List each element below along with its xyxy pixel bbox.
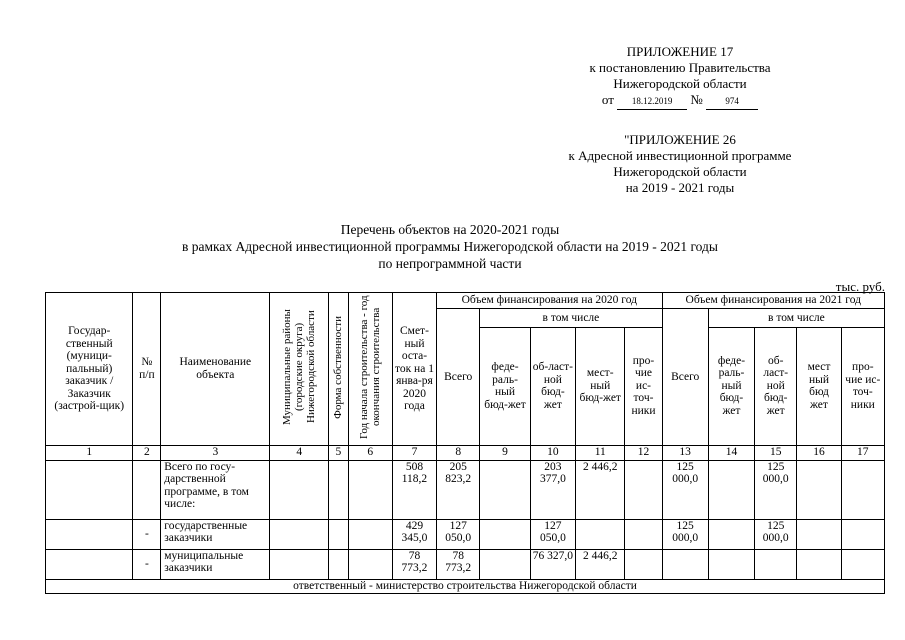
col-num: 6 bbox=[348, 445, 392, 460]
units-label: тыс. руб. bbox=[835, 279, 885, 294]
header-local-2020: мест-ный бюд-жет bbox=[576, 327, 625, 445]
header-local-2021: мест ный бюд жет bbox=[797, 327, 841, 445]
cell-ownership bbox=[329, 549, 349, 579]
appendix-17-line3: Нижегородской области bbox=[613, 76, 747, 91]
header-district-text: Муниципальные районы (городские округа) Нижегородской области bbox=[281, 309, 318, 425]
cell-local-2020: 2 446,2 bbox=[576, 460, 625, 519]
header-total-2021: Всего bbox=[662, 309, 708, 446]
cell-regional-2020: 76 327,0 bbox=[530, 549, 575, 579]
header-regional-2020: об-ласт-ной бюд-жет bbox=[530, 327, 575, 445]
appendix-17-title: ПРИЛОЖЕНИЕ 17 bbox=[626, 44, 734, 59]
header-regional-2021: об-ласт-ной бюд-жет bbox=[755, 327, 797, 445]
cell-years bbox=[348, 549, 392, 579]
header-including-2021: в том числе bbox=[708, 309, 884, 328]
cell-other-2020 bbox=[625, 519, 662, 549]
cell-customer bbox=[46, 460, 133, 519]
cell-other-2021 bbox=[841, 549, 884, 579]
cell-total-2021: 125 000,0 bbox=[662, 519, 708, 549]
table-row bbox=[46, 549, 885, 579]
cell-district bbox=[270, 460, 329, 519]
cell-num bbox=[133, 460, 161, 519]
cell-total-2020: 205 823,2 bbox=[437, 460, 480, 519]
header-num: № п/п bbox=[133, 293, 161, 446]
col-num: 8 bbox=[437, 445, 480, 460]
cell-federal-2020 bbox=[480, 519, 530, 549]
col-num: 16 bbox=[797, 445, 841, 460]
appendix-26-line4: на 2019 - 2021 годы bbox=[625, 180, 735, 195]
cell-local-2021 bbox=[797, 460, 841, 519]
appendix-17-date-line bbox=[560, 92, 800, 110]
cell-object-name: Всего по госу-дарственной программе, в том числе: bbox=[161, 460, 270, 519]
table-row bbox=[46, 519, 885, 549]
cell-other-2020 bbox=[625, 549, 662, 579]
cell-regional-2021: 125 000,0 bbox=[755, 460, 797, 519]
col-num: 10 bbox=[530, 445, 575, 460]
cell-local-2020 bbox=[576, 519, 625, 549]
resolution-date: 18.12.2019 bbox=[617, 93, 687, 110]
cell-years bbox=[348, 519, 392, 549]
col-num: 5 bbox=[329, 445, 349, 460]
col-num: 17 bbox=[841, 445, 884, 460]
cell-federal-2021 bbox=[708, 460, 754, 519]
header-customer: Государ-ственный (муници-пальный) заказчик / Заказчик (застрой-щик) bbox=[46, 293, 133, 446]
col-num: 1 bbox=[46, 445, 133, 460]
cell-customer bbox=[46, 549, 133, 579]
col-num: 15 bbox=[755, 445, 797, 460]
cell-federal-2020 bbox=[480, 549, 530, 579]
table-footer-row bbox=[46, 579, 885, 593]
col-num: 12 bbox=[625, 445, 662, 460]
cell-total-2020: 127 050,0 bbox=[437, 519, 480, 549]
appendix-26-line3: Нижегородской области bbox=[613, 164, 747, 179]
cell-regional-2020: 127 050,0 bbox=[530, 519, 575, 549]
header-other-2021: про-чие ис-точ-ники bbox=[841, 327, 884, 445]
cell-estimate: 429 345,0 bbox=[392, 519, 436, 549]
appendix-26-header bbox=[540, 132, 820, 196]
cell-regional-2021: 125 000,0 bbox=[755, 519, 797, 549]
header-fin-2020: Объем финансирования на 2020 год bbox=[437, 293, 662, 309]
header-federal-2021: феде-раль-ный бюд-жет bbox=[708, 327, 754, 445]
col-num: 7 bbox=[392, 445, 436, 460]
header-object-name: Наименование объекта bbox=[161, 293, 270, 446]
cell-ownership bbox=[329, 519, 349, 549]
col-num: 3 bbox=[161, 445, 270, 460]
cell-estimate: 78 773,2 bbox=[392, 549, 436, 579]
cell-other-2020 bbox=[625, 460, 662, 519]
from-label: от bbox=[601, 92, 614, 107]
cell-regional-2021 bbox=[755, 549, 797, 579]
cell-federal-2021 bbox=[708, 519, 754, 549]
objects-table bbox=[45, 292, 885, 594]
column-numbers-row bbox=[46, 445, 885, 460]
cell-customer bbox=[46, 519, 133, 549]
cell-local-2020: 2 446,2 bbox=[576, 549, 625, 579]
cell-total-2020: 78 773,2 bbox=[437, 549, 480, 579]
header-years-text: Год начала строительства - год окончания строительства bbox=[358, 295, 383, 439]
col-num: 9 bbox=[480, 445, 530, 460]
header-ownership bbox=[329, 293, 349, 446]
cell-other-2021 bbox=[841, 460, 884, 519]
col-num: 14 bbox=[708, 445, 754, 460]
col-num: 11 bbox=[576, 445, 625, 460]
appendix-17-header bbox=[560, 44, 800, 110]
header-estimate: Смет-ный оста-ток на 1 янва-ря 2020 года bbox=[392, 293, 436, 446]
cell-total-2021: 125 000,0 bbox=[662, 460, 708, 519]
document-title bbox=[80, 221, 820, 272]
cell-district bbox=[270, 549, 329, 579]
appendix-26-line2: к Адресной инвестиционной программе bbox=[568, 148, 792, 163]
header-including-2020: в том числе bbox=[480, 309, 662, 328]
title-line-2: в рамках Адресной инвестиционной программы Нижегородской области на 2019 - 2021 годы bbox=[182, 239, 718, 254]
header-other-2020: про-чие ис-точ-ники bbox=[625, 327, 662, 445]
header-district bbox=[270, 293, 329, 446]
cell-federal-2020 bbox=[480, 460, 530, 519]
appendix-17-line2: к постановлению Правительства bbox=[589, 60, 771, 75]
cell-district bbox=[270, 519, 329, 549]
cell-object-name: государственные заказчики bbox=[161, 519, 270, 549]
cell-years bbox=[348, 460, 392, 519]
cell-regional-2020: 203 377,0 bbox=[530, 460, 575, 519]
table-row bbox=[46, 460, 885, 519]
cell-federal-2021 bbox=[708, 549, 754, 579]
header-federal-2020: феде-раль-ный бюд-жет bbox=[480, 327, 530, 445]
cell-object-name: муниципальные заказчики bbox=[161, 549, 270, 579]
header-fin-2021: Объем финансирования на 2021 год bbox=[662, 293, 884, 309]
col-num: 4 bbox=[270, 445, 329, 460]
resolution-number: 974 bbox=[706, 93, 758, 110]
col-num: 2 bbox=[133, 445, 161, 460]
number-label: № bbox=[690, 92, 703, 107]
cell-ownership bbox=[329, 460, 349, 519]
cell-other-2021 bbox=[841, 519, 884, 549]
header-years bbox=[348, 293, 392, 446]
cell-local-2021 bbox=[797, 519, 841, 549]
title-line-3: по непрограммной части bbox=[378, 256, 522, 271]
cell-num: - bbox=[133, 519, 161, 549]
header-ownership-text: Форма собственности bbox=[332, 315, 345, 419]
cell-estimate: 508 118,2 bbox=[392, 460, 436, 519]
cell-local-2021 bbox=[797, 549, 841, 579]
appendix-26-title: "ПРИЛОЖЕНИЕ 26 bbox=[624, 132, 736, 147]
header-total-2020: Всего bbox=[437, 309, 480, 446]
title-line-1: Перечень объектов на 2020-2021 годы bbox=[340, 222, 560, 237]
cell-total-2021 bbox=[662, 549, 708, 579]
col-num: 13 bbox=[662, 445, 708, 460]
responsible-ministry: ответственный - министерство строительства Нижегородской области bbox=[46, 579, 885, 593]
cell-num: - bbox=[133, 549, 161, 579]
